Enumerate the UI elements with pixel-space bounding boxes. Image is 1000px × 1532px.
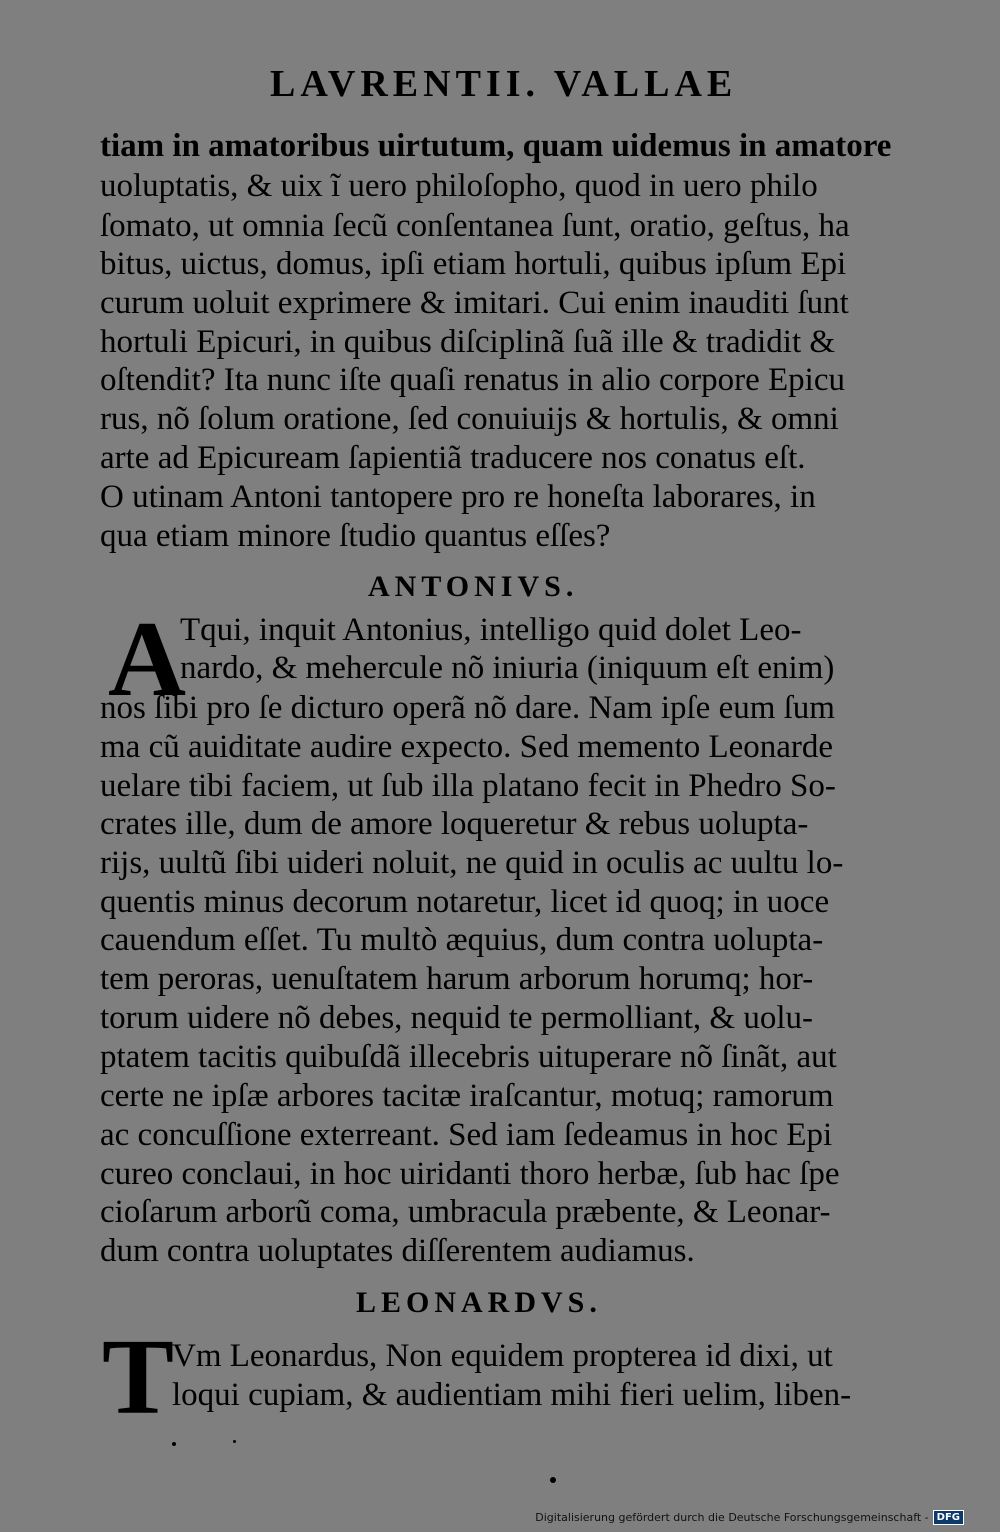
text-line: dum contra uoluptates diſſerentem audiamus. [100, 1233, 695, 1269]
text-line: cureo conclaui, in hoc uiridanti thoro herbæ, ſub hac ſpe [100, 1156, 840, 1192]
text-line: qua etiam minore ſtudio quantus eſſes? [100, 518, 611, 554]
text-line: crates ille, dum de amore loqueretur & rebus uolupta- [100, 806, 809, 842]
text-line: rijs, uultũ ſibi uideri noluit, ne quid in oculis ac uultu lo- [100, 845, 844, 881]
text-line: ma cũ auiditate audire expecto. Sed memento Leonarde [100, 729, 834, 765]
text-line: oſtendit? Ita nunc iſte quaſi renatus in alio corpore Epicu [100, 362, 845, 398]
text-line: tiam in amatoribus uirtutum, quam uidemus in amatore [100, 128, 892, 164]
text-line: torum uidere nõ debes, nequid te permolliant, & uolu- [100, 1000, 813, 1036]
scan-speck [233, 1440, 236, 1443]
section-heading-leonardus: LEONARDVS. [356, 1286, 602, 1319]
text-line: tem peroras, uenuſtatem harum arborum horumq; hor- [100, 961, 814, 997]
text-line: rus, nõ ſolum oratione, ſed conuiuijs & hortulis, & omni [100, 401, 839, 437]
text-line: cioſarum arborũ coma, umbracula præbente, & Leonar- [100, 1194, 831, 1230]
text-line: quentis minus decorum notaretur, licet id quoq; in uoce [100, 884, 830, 920]
digitization-footer [535, 1510, 964, 1525]
dfg-logo-icon: DFG [933, 1510, 964, 1525]
text-line: arte ad Epicuream ſapientiã traducere nos conatus eſt. [100, 440, 806, 476]
text-line: curum uoluit exprimere & imitari. Cui enim inauditi ſunt [100, 285, 849, 321]
text-line: bitus, uictus, domus, ipſi etiam hortuli, quibus ipſum Epi [100, 246, 847, 282]
text-line: hortuli Epicuri, in quibus diſciplinã ſuã ille & tradidit & [100, 324, 836, 360]
text-line: ptatem tacitis quibuſdã illecebris uituperare nõ ſinãt, aut [100, 1039, 837, 1075]
running-title: LAVRENTII. VALLAE [270, 63, 738, 105]
text-line: uelare tibi faciem, ut ſub illa platano fecit in Phedro So- [100, 768, 836, 804]
footer-text: Digitalisierung gefördert durch die Deutsche Forschungsgemeinschaft - [535, 1511, 929, 1524]
section-heading-antonius: ANTONIVS. [368, 570, 579, 603]
text-line: O utinam Antoni tantopere pro re honeſta laborares, in [100, 479, 816, 515]
text-line: certe ne ipſæ arbores tacitæ iraſcantur, motuq; ramorum [100, 1078, 834, 1114]
text-line: ſomato, ut omnia ſecũ conſentanea ſunt, oratio, geſtus, ha [100, 208, 850, 244]
text-line: nardo, & mehercule nõ iniuria (iniquum eſt enim) [180, 650, 835, 686]
drop-cap-a: A [108, 600, 186, 719]
scan-speck [172, 1442, 176, 1446]
drop-cap-t: T [102, 1318, 175, 1437]
text-line: uoluptatis, & uix ĩ uero philoſopho, quod in uero philo [100, 168, 818, 204]
text-line: ac concuſſione exterreant. Sed iam ſedeamus in hoc Epi [100, 1117, 833, 1153]
text-line: Vm Leonardus, Non equidem propterea id dixi, ut [172, 1338, 833, 1374]
text-line: loqui cupiam, & audientiam mihi fieri uelim, liben- [172, 1377, 852, 1413]
scan-speck [550, 1477, 556, 1483]
text-line: nos ſibi pro ſe dicturo operã nõ dare. Nam ipſe eum ſum [100, 690, 835, 726]
text-line: Tqui, inquit Antonius, intelligo quid dolet Leo- [180, 612, 802, 648]
text-line: cauendum eſſet. Tu multò æquius, dum contra uolupta- [100, 922, 824, 958]
